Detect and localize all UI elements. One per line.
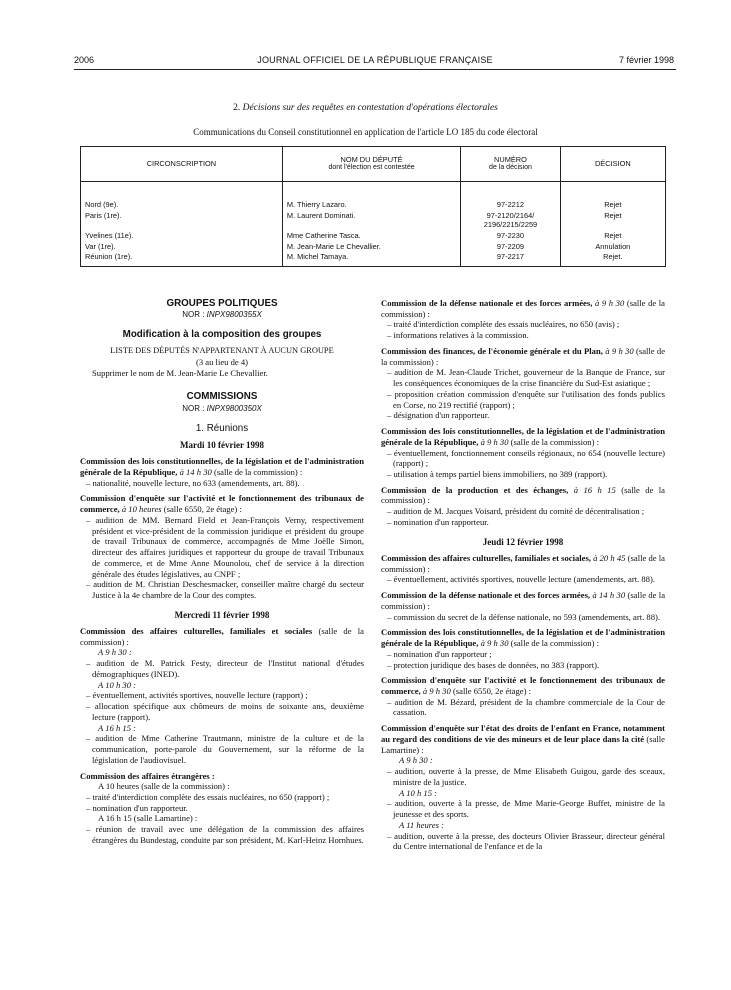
cell-decision: Rejet. bbox=[560, 252, 665, 266]
right-column bbox=[381, 298, 665, 852]
agenda-item: – audition de Mme Catherine Trautmann, ministre de la culture et de la communication, porte-parole du Gouvernement, sur la réforme de la législation de l'audiovisuel. bbox=[86, 733, 364, 765]
commission-time: à 10 heures bbox=[121, 504, 162, 515]
commission-time: à 9 h 30 bbox=[480, 436, 509, 447]
left-column bbox=[80, 298, 364, 846]
col-header-numero-title: NUMÉRO bbox=[494, 154, 527, 164]
commission-block bbox=[381, 675, 665, 696]
cell-circonscription: Réunion (1re). bbox=[81, 252, 283, 266]
commission-name: Commission de la défense nationale et des forces armées, bbox=[381, 590, 591, 601]
commission-time: à 14 h 30 bbox=[179, 466, 212, 477]
commission-block bbox=[381, 298, 665, 319]
table-header-row bbox=[81, 147, 666, 182]
agenda-item: – allocation spécifique aux chômeurs de moins de soixante ans, deuxième lecture (rapport). bbox=[86, 701, 364, 722]
agenda-item: – utilisation à temps partiel biens immobiliers, no 389 (rapport). bbox=[387, 469, 608, 480]
groupes-nor bbox=[80, 310, 364, 320]
day-heading: Mardi 10 février 1998 bbox=[179, 439, 265, 450]
time-slot bbox=[80, 723, 364, 734]
liste-heading: LISTE DES DÉPUTÉS N'APPARTENANT À AUCUN GROUPE bbox=[110, 346, 334, 356]
cell-depute: M. Laurent Dominati. bbox=[282, 211, 460, 231]
cell-decision: Rejet bbox=[560, 231, 665, 242]
agenda-item: – éventuellement, activités sportives, nouvelle lecture (amendements, art. 88). bbox=[387, 574, 655, 585]
day-heading: Jeudi 12 février 1998 bbox=[482, 536, 564, 547]
agenda-item: – audition, ouverte à la presse, de Mme Elisabeth Guigou, garde des sceaux, ministre de la justice. bbox=[387, 766, 665, 787]
agenda-item: – audition de M. Christian Deschesmacker, conseiller maître chargé du secteur Justice à la 4e chambre de la Cour des comptes. bbox=[86, 579, 364, 600]
agenda-item: – informations relatives à la commission. bbox=[387, 330, 529, 341]
time-slot bbox=[80, 680, 364, 691]
agenda-item: – audition de M. Jacques Voisard, président du comité de décentralisation ; bbox=[387, 506, 645, 517]
commission-block bbox=[381, 723, 665, 755]
agenda-item: – commission du secret de la défense nationale, no 593 (amendements, art. 88). bbox=[387, 611, 661, 622]
cell-decision: Rejet bbox=[560, 211, 665, 231]
agenda-item: – nomination d'un rapporteur. bbox=[387, 516, 489, 527]
agenda-item: – désignation d'un rapporteur. bbox=[387, 410, 490, 421]
cell-numero: 97-2230 bbox=[461, 231, 560, 242]
time-slot bbox=[80, 647, 364, 658]
section-title-text: Décisions sur des requêtes en contestation d'opérations électorales bbox=[242, 103, 498, 113]
agenda-item: – éventuellement, activités sportives, nouvelle lecture (rapport) ; bbox=[86, 690, 308, 701]
commission-room: (salle 6550, 2e étage) : bbox=[452, 686, 531, 697]
agenda-item: – audition de MM. Bernard Field et Jean-François Verny, respectivement président et vice-président de la commission juridique et président du groupe de travail Tribunaux de commerce, accompagnés de Mme Joëlle Simon, directeur des affaires juridiques et rapporteur du groupe de travail Tribunaux de commerce, et de Mme Anne Mounolou, chef de service à la direction générale des études législatives, au CNPF ; bbox=[86, 514, 364, 579]
commission-name: Commission d'enquête sur l'activité et le fonctionnement des tribunaux de commerce, bbox=[80, 493, 364, 515]
commission-name: Commission des lois constitutionnelles, de la législation et de l'administration générale de la République, bbox=[80, 456, 364, 477]
commission-time: à 9 h 30 bbox=[605, 345, 634, 356]
commission-time: à 9 h 30 bbox=[422, 686, 451, 697]
agenda-item: – proposition création commission d'enquête sur l'utilisation des fonds publics en Corse, no 219 rectifié (rapport) ; bbox=[387, 388, 665, 410]
commission-room: (salle 6550, 2e étage) : bbox=[163, 504, 242, 515]
decisions-table bbox=[80, 146, 666, 267]
cell-numero: 97-2217 bbox=[461, 252, 560, 266]
cell-circonscription: Paris (1re). bbox=[81, 211, 283, 231]
section-subtitle: Communications du Conseil constitutionnel en application de l'article LO 185 du code électoral bbox=[193, 127, 538, 137]
col-header-depute-sub: dont l'élection est contestée bbox=[328, 164, 415, 172]
commission-time: à 16 h 15 bbox=[573, 484, 616, 495]
time-slot bbox=[381, 755, 665, 766]
commission-room: (salle de la commission) : bbox=[381, 590, 666, 611]
time-slot-text: A 16 h 15 : bbox=[98, 722, 137, 733]
commission-name: Commission de la production et des échanges, bbox=[381, 484, 569, 495]
commission-name: Commission des affaires culturelles, familiales et sociales bbox=[80, 625, 313, 636]
commission-room: (salle de la commission) : bbox=[381, 298, 665, 319]
commission-name: Commission des lois constitutionnelles, de la législation et de l'administration générale de la République, bbox=[381, 627, 665, 649]
section-number: 2. bbox=[233, 103, 241, 113]
commissions-nor bbox=[80, 404, 364, 414]
section-title bbox=[0, 103, 731, 113]
commission-name: Commission d'enquête sur l'activité et le fonctionnement des tribunaux de commerce, bbox=[381, 675, 665, 697]
commission-room: (salle de la commission) : bbox=[381, 345, 666, 367]
time-slot: A 16 h 15 (salle Lamartine) : bbox=[98, 813, 198, 824]
table-row bbox=[81, 200, 666, 211]
agenda-item: – audition de M. Patrick Festy, directeur de l'Institut national d'études démographiques (INED). bbox=[86, 658, 364, 679]
commission-block bbox=[381, 346, 665, 367]
cell-depute: M. Thierry Lazaro. bbox=[282, 200, 460, 211]
cell-numero: 97-2120/2164/ 2196/2215/2259 bbox=[461, 211, 560, 231]
running-header bbox=[74, 55, 676, 69]
table-spacer-row bbox=[81, 182, 666, 201]
commission-block bbox=[80, 626, 364, 647]
agenda-item: – éventuellement, fonctionnement conseils régionaux, no 654 (nouvelle lecture) (rapport) ; bbox=[387, 447, 665, 469]
col-header-depute bbox=[282, 147, 460, 182]
agenda-item: – réunion de travail avec une délégation de la commission des affaires étrangères du Bundestag, conduite par son président, M. Karl-Heinz Hornhues. bbox=[86, 824, 364, 845]
cell-depute: M. Jean-Marie Le Chevallier. bbox=[282, 242, 460, 253]
commission-block bbox=[381, 426, 665, 447]
cell-circonscription: Yvelines (11e). bbox=[81, 231, 283, 242]
cell-numero: 97-2209 bbox=[461, 242, 560, 253]
table-row bbox=[81, 231, 666, 242]
commission-room: (salle de la commission) : bbox=[381, 552, 665, 574]
time-slot-text: A 10 h 15 : bbox=[399, 787, 438, 798]
col-header-depute-title: NOM DU DÉPUTÉ bbox=[340, 154, 403, 164]
cell-numero: 97-2212 bbox=[461, 200, 560, 211]
nor-code: INPX9800350X bbox=[206, 403, 262, 413]
time-slot: A 10 heures (salle de la commission) : bbox=[98, 781, 230, 792]
header-rule bbox=[74, 69, 676, 70]
cell-circonscription: Nord (9e). bbox=[81, 200, 283, 211]
commission-block bbox=[80, 493, 364, 514]
journal-title: JOURNAL OFFICIEL DE LA RÉPUBLIQUE FRANÇAISE bbox=[257, 55, 493, 65]
liste-count: (3 au lieu de 4) bbox=[195, 356, 249, 367]
table-row bbox=[81, 211, 666, 231]
cell-depute: Mme Catherine Tasca. bbox=[282, 231, 460, 242]
issue-date: 7 février 1998 bbox=[618, 55, 674, 65]
commission-name: Commission des affaires culturelles, familiales et sociales, bbox=[381, 552, 591, 563]
commissions-title: COMMISSIONS bbox=[186, 391, 258, 403]
commission-name: Commission de la défense nationale et des forces armées, bbox=[381, 298, 593, 308]
commission-time: à 9 h 30 bbox=[594, 298, 625, 308]
commission-name: Commission des affaires étrangères : bbox=[80, 770, 215, 781]
commission-block bbox=[80, 456, 364, 477]
groupes-title: GROUPES POLITIQUES bbox=[166, 298, 278, 309]
nor-label: NOR : bbox=[182, 310, 205, 320]
commission-room: (salle de la commission) : bbox=[510, 638, 599, 649]
time-slot-text: A 9 h 30 : bbox=[399, 755, 433, 766]
nor-label: NOR : bbox=[182, 403, 205, 413]
commission-room: (salle Lamartine) : bbox=[381, 733, 665, 755]
agenda-item: – audition, ouverte à la presse, de Mme Marie-George Buffet, ministre de la jeunesse et des sports. bbox=[387, 798, 665, 820]
agenda-item: – traité d'interdiction complète des essais nucléaires, no 650 (avis) ; bbox=[387, 319, 620, 330]
agenda-item: – protection juridique des bases de données, no 383 (rapport). bbox=[387, 659, 600, 670]
col-header-decision: DÉCISION bbox=[560, 147, 665, 182]
commission-block bbox=[381, 485, 665, 506]
commission-block bbox=[381, 627, 665, 648]
commission-room: (salle de la commission) : bbox=[80, 625, 364, 647]
commission-name: Commission d'enquête sur l'état des droits de l'enfant en France, notamment au regard des conditions de vie des mineurs et de leur place dans la cité bbox=[381, 723, 665, 744]
commission-time: à 20 h 45 bbox=[593, 552, 626, 563]
col-header-numero bbox=[461, 147, 560, 182]
page-number: 2006 bbox=[74, 55, 95, 65]
agenda-item: – audition, ouverte à la presse, des docteurs Olivier Brasseur, directeur général du Centre international de l'enfance et de la bbox=[387, 830, 665, 852]
cell-depute: M. Michel Tamaya. bbox=[282, 252, 460, 266]
cell-decision: Rejet bbox=[560, 200, 665, 211]
agenda-item: – audition de M. Jean-Claude Trichet, gouverneur de la Banque de France, sur les conséquences économiques de la crise financière du Sud-Est asiatique ; bbox=[387, 367, 665, 389]
agenda-item: – traité d'interdiction complète des essais nucléaires, no 650 (rapport) ; bbox=[86, 791, 330, 802]
day-heading: Mercredi 11 février 1998 bbox=[174, 609, 270, 620]
commission-time: à 9 h 30 bbox=[480, 638, 509, 649]
agenda-item: – nomination d'un rapporteur ; bbox=[387, 648, 492, 659]
commission-room: (salle de la commission) : bbox=[510, 436, 599, 447]
time-slot-text: A 9 h 30 : bbox=[98, 647, 132, 658]
agenda-item: – nomination d'un rapporteur. bbox=[86, 802, 188, 813]
time-slot bbox=[381, 788, 665, 799]
modif-title: Modification à la composition des groupes bbox=[122, 329, 322, 341]
time-slot bbox=[381, 820, 665, 831]
commission-block bbox=[381, 590, 665, 611]
agenda-item: – audition de M. Bézard, président de la chambre commerciale de la Cour de cassation. bbox=[387, 696, 665, 718]
commission-time: à 14 h 30 bbox=[592, 590, 626, 601]
cell-circonscription: Var (1re). bbox=[81, 242, 283, 253]
commission-name: Commission des lois constitutionnelles, de la législation et de l'administration générale de la République, bbox=[381, 426, 665, 447]
table-row bbox=[81, 252, 666, 266]
cell-decision: Annulation bbox=[560, 242, 665, 253]
col-header-numero-sub: de la décision bbox=[489, 164, 532, 172]
reunions-heading: 1. Réunions bbox=[195, 422, 249, 434]
commission-block bbox=[381, 553, 665, 574]
commission-room: (salle de la commission) : bbox=[381, 484, 665, 506]
table-row bbox=[81, 242, 666, 253]
agenda-item: – nationalité, nouvelle lecture, no 633 (amendements, art. 88). bbox=[86, 477, 300, 488]
nor-code: INPX9800355X bbox=[206, 310, 262, 320]
time-slot-text: A 10 h 30 : bbox=[98, 679, 137, 690]
supprimer-text: Supprimer le nom de M. Jean-Marie Le Chevallier. bbox=[92, 367, 268, 378]
commission-name: Commission des finances, de l'économie générale et du Plan, bbox=[381, 345, 603, 356]
commission-room: (salle de la commission) : bbox=[213, 466, 303, 477]
col-header-circonscription: CIRCONSCRIPTION bbox=[81, 147, 283, 182]
time-slot-text: A 11 heures : bbox=[399, 819, 444, 830]
